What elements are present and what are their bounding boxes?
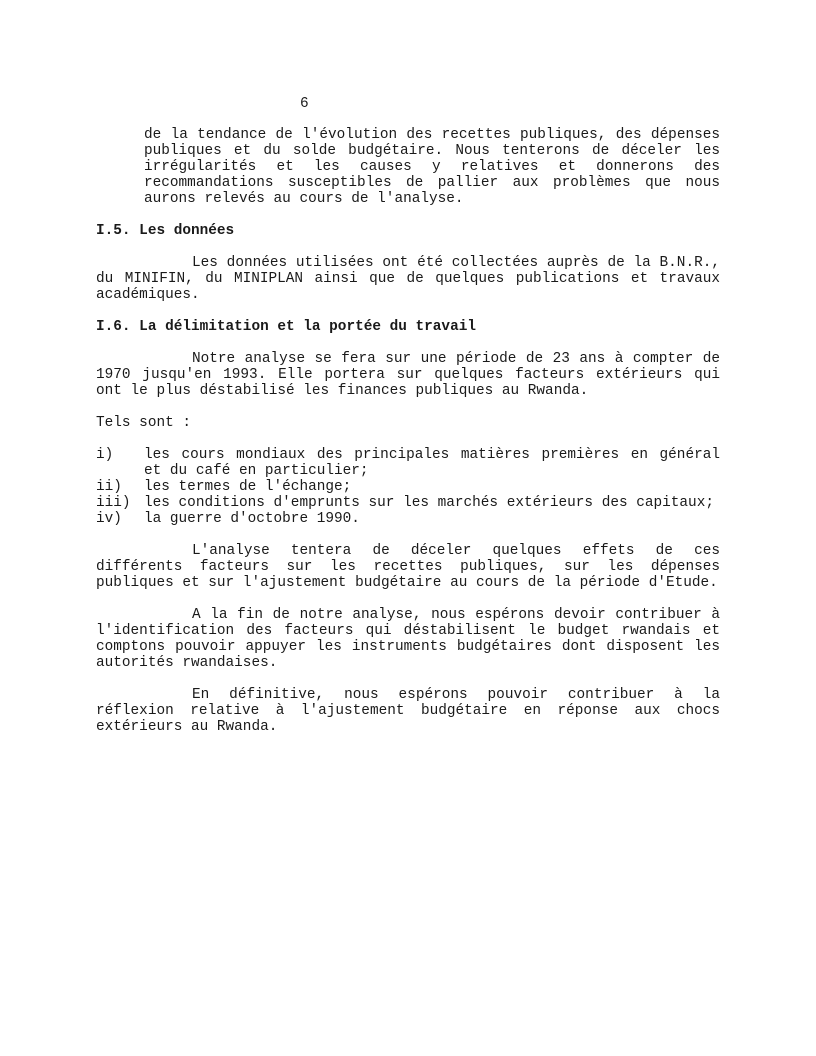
paragraph-fin-analyse: A la fin de notre analyse, nous espérons devoir contribuer à l'identification des facteurs qui déstabilisent le budget rwandais et comptons pouvoir appuyer les instruments budgétaires dont disposent les autorités rwandaises. bbox=[96, 607, 720, 671]
paragraph-periode: Notre analyse se fera sur une période de 23 ans à compter de 1970 jusqu'en 1993. Elle portera sur quelques facteurs extérieurs qui ont le plus déstabilisé les finances publiques au Rwanda. bbox=[96, 351, 720, 399]
list-item-text: les cours mondiaux des principales matières premières en général et du café en particulier; bbox=[144, 447, 720, 479]
list-marker: iii) bbox=[96, 495, 131, 511]
paragraph-definitive: En définitive, nous espérons pouvoir contribuer à la réflexion relative à l'ajustement budgétaire en réponse aux chocs extérieurs au Rwanda. bbox=[96, 687, 720, 735]
page-number: 6 bbox=[300, 96, 309, 112]
section-heading-delimitation: I.6. La délimitation et la portée du travail bbox=[96, 319, 476, 335]
list-item bbox=[96, 495, 720, 511]
list-item-text: les conditions d'emprunts sur les marchés extérieurs des capitaux; bbox=[144, 495, 714, 511]
document-body bbox=[96, 127, 720, 735]
list-marker: iv) bbox=[96, 511, 122, 527]
section-heading-donnees: I.5. Les données bbox=[96, 223, 235, 239]
list-item bbox=[96, 447, 720, 479]
factors-list bbox=[96, 447, 720, 527]
paragraph-donnees: Les données utilisées ont été collectées auprès de la B.N.R., du MINIFIN, du MINIPLAN ainsi que de quelques publications et travaux académiques. bbox=[96, 255, 720, 303]
list-item bbox=[96, 479, 720, 495]
list-intro: Tels sont : bbox=[96, 415, 191, 431]
list-item bbox=[96, 511, 720, 527]
intro-paragraph: de la tendance de l'évolution des recettes publiques, des dépenses publiques et du solde budgétaire. Nous tenterons de déceler les irrégularités et les causes y relatives et donnerons des recommandations susceptibles de pallier aux problèmes que nous aurons relevés au cours de l'analyse. bbox=[144, 127, 720, 207]
list-item-text: les termes de l'échange; bbox=[144, 479, 352, 495]
list-marker: i) bbox=[96, 447, 114, 463]
list-item-text: la guerre d'octobre 1990. bbox=[144, 511, 360, 527]
list-marker: ii) bbox=[96, 479, 122, 495]
paragraph-analyse: L'analyse tentera de déceler quelques effets de ces différents facteurs sur les recettes publiques, sur les dépenses publiques et sur l'ajustement budgétaire au cours de la période d'Etude. bbox=[96, 543, 720, 591]
